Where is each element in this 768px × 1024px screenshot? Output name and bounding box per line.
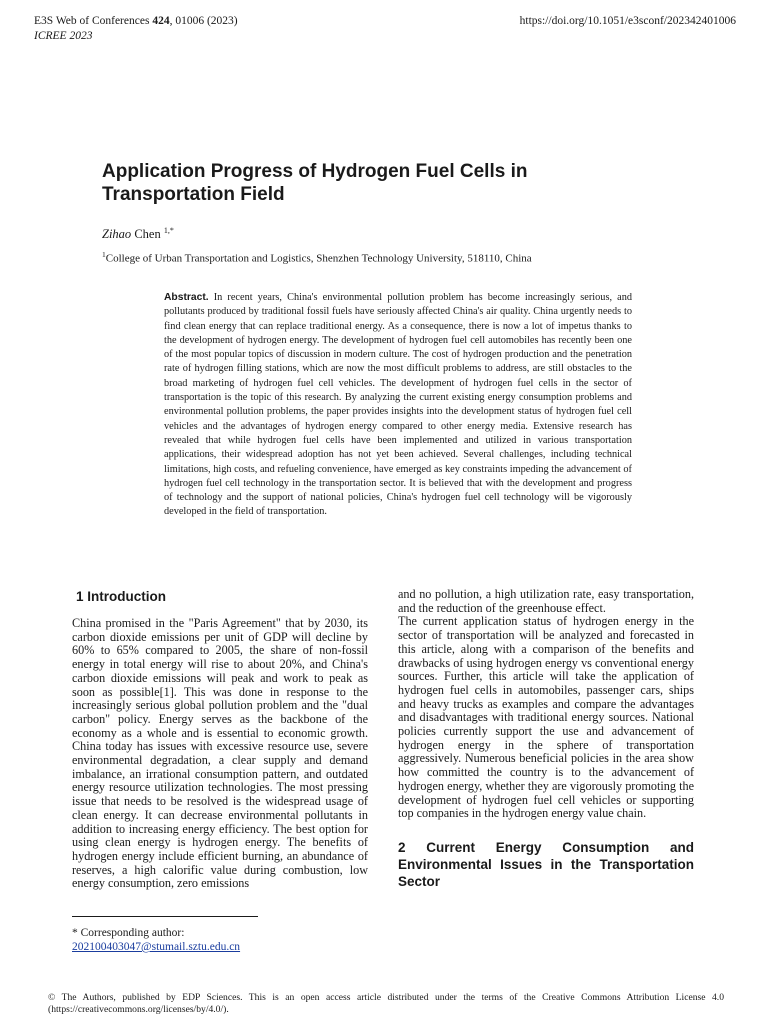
conference-name: ICREE 2023 <box>34 30 93 42</box>
journal-volume: 424 <box>152 15 170 27</box>
author-last-name: Chen <box>131 227 164 242</box>
right-column <box>398 588 694 890</box>
affiliation-text: College of Urban Transportation and Logistics, Shenzhen Technology University, 518110, China <box>105 252 532 265</box>
left-column <box>72 588 368 891</box>
abstract <box>164 291 632 520</box>
journal-citation <box>34 14 238 29</box>
corresponding-author-email[interactable]: 202100403047@stumail.sztu.edu.cn <box>72 941 241 953</box>
running-header-left <box>34 14 238 44</box>
intro-paragraph-1: China promised in the "Paris Agreement" that by 2030, its carbon dioxide emissions per unit of GDP will decline by 60% to 65% compared to 2005, the share of non-fossil energy in total energy will rise to about 20%, and China's carbon dioxide emissions will peak and work to peak as soon as possible[1]. This was done in response to the increasingly serious global pollution problem and the "dual carbon" policy. Energy serves as the backbone of the economy as a whole and is essential to economic growth. China today has issues with excessive resource use, severe environmental degradation, a clear supply and demand imbalance, an irrational consumption pattern, and outdated energy resource utilization technologies. The most pressing issue that needs to be resolved is the widespread usage of clean energy. It can decrease environmental pollutants in addition to increasing energy efficiency. The best option for using clean energy is hydrogen energy. The benefits of hydrogen energy include efficient burning, an abundance of reserves, a high calorific value during combustion, low energy consumption, zero emissions <box>72 616 368 891</box>
paper-title: Application Progress of Hydrogen Fuel Cells in Transportation Field <box>102 161 528 205</box>
copyright-notice: © The Authors, published by EDP Sciences. This is an open access article distributed under the terms of the Creative Commons Attribution License 4.0 (https://creativecommons.org/licenses/by/4.0/). <box>48 992 724 1015</box>
footnote <box>72 926 240 954</box>
section-heading-energy-consumption: 2 Current Energy Consumption and Environmental Issues in the Transportation Sector <box>398 839 694 889</box>
affiliation <box>102 250 532 265</box>
abstract-label: Abstract. <box>164 292 209 303</box>
affiliation-marker: 1 <box>102 250 106 259</box>
intro-paragraph-2: The current application status of hydrogen energy in the sector of transportation will be analyzed and forecasted in this article, along with a comparison of the benefits and drawbacks of using hydrogen energy vs conventional energy sources. Further, this article will take the application of hydrogen fuel cells in automobiles, passenger cars, ships and heavy trucks as examples and compare the advantages and disadvantages with traditional energy sources. National policies currently support the use and advancement of hydrogen energy in the sphere of transportation aggressively. Numerous beneficial policies in the area show how committed the country is to the advancement of hydrogen energy, whether they are vigorously promoting the development of hydrogen fuel cell vehicles or supporting top companies in the hydrogen energy value chain. <box>398 614 694 821</box>
author-first-name: Zihao <box>102 227 132 242</box>
abstract-text: In recent years, China's environmental pollution problem has become increasingly serious, and pollutants produced by traditional fossil fuels have seriously affected China's air quality. China urgently needs to find clean energy that can replace traditional energy. As a consequence, there is now a lot of impetus thanks to the development of hydrogen energy. The development of hydrogen fuel cell automobiles has recently been one of the most popular topics of discussion in modern culture. The cost of hydrogen production and the penetration rate of hydrogen filling stations, which are now the most difficult problems to address, are still obstacles to the broad marketing of hydrogen fuel cell vehicles. The development of hydrogen fuel cells in the sector of transportation is the topic of this research. By analyzing the current existing energy consumption problems and environmental pollution problems, the paper provides insights into the development status of hydrogen fuel cell vehicles and the advantages of hydrogen energy compared to other energy media. Extensive research has revealed that while hydrogen fuel cells have been implemented and utilized in various transportation applications, their widespread adoption has not yet been achieved. Several challenges, including technical limitations, high costs, and refueling convenience, have emerged as key constraints impeding the advancement of hydrogen fuel cell technology in the transportation sector. It is believed that with the development and progress of technology and the support of national policies, China's hydrogen fuel cell technology will be vigorously developed in the field of transportation. <box>164 292 633 518</box>
corresponding-author-label: * Corresponding author: <box>72 927 185 939</box>
author-line <box>102 226 174 242</box>
article-number: , 01006 (2023) <box>169 15 238 27</box>
journal-name: E3S Web of Conferences <box>34 15 150 27</box>
section-heading-introduction: 1 Introduction <box>76 589 166 604</box>
footnote-divider <box>72 916 258 917</box>
doi-link[interactable]: https://doi.org/10.1051/e3sconf/202342401006 <box>519 15 736 27</box>
author-marker: 1,* <box>163 226 174 235</box>
intro-paragraph-1-continued: and no pollution, a high utilization rate, easy transportation, and the reduction of the greenhouse effect. <box>398 587 694 615</box>
